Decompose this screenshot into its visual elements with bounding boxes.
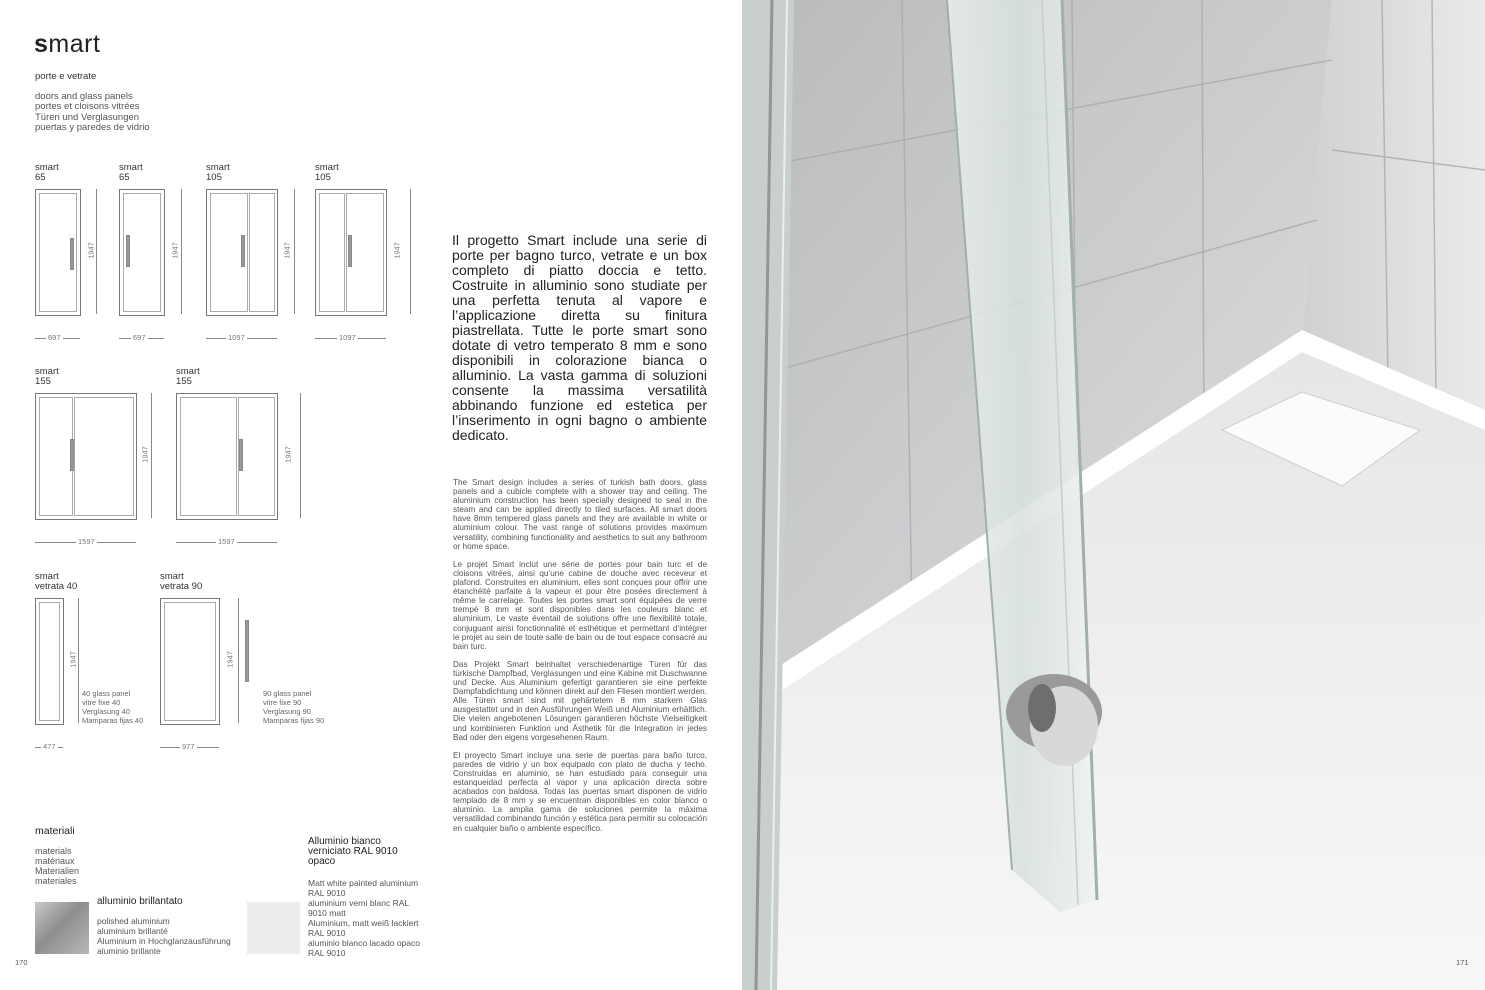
width-dimension: 1097 bbox=[339, 333, 356, 342]
product-label: smart 155 bbox=[176, 366, 200, 387]
body-german: Das Projekt Smart beinhaltet verschiedenartige Türen für das türkische Dampfbad, Verglasungen und eine Kabine mit Duschwanne und Decke. Aus Aluminium gefertigt garantieren sie eine perfekte Dampfabdichtung und können direkt auf den Fliesen montiert werden. Alle Türen smart sind mit gehärtetem 8 mm starkem Glas ausgestattet und in den Ausführungen Weiß und Aluminium erhältlich. Die vielen angebotenen Lösungen garantieren höchste Vielseitigkeit und kombinieren Funktion und Ästhetik für die Integration in jedes Bad oder den eigens vorgesehenen Raum. bbox=[453, 659, 707, 742]
subtitle-translations: doors and glass panels portes et cloisons vitrées Türen und Verglasungen puertas y paredes de vidrio bbox=[35, 91, 150, 134]
product-label: smart 65 bbox=[119, 162, 143, 183]
body-french: Le projet Smart inclut une série de portes pour bain turc et de cloisons vitrées, ainsi qu’une cabine de douche avec receveur et plafond. Construites en aluminium, elles sont conçues pour offrir une étanchéité parfaite à la vapeur et pour être posées directement à même le carrelage. Toutes les portes smart sont équipées de verre trempé 8 mm et sont disponibles dans les couleurs blanc et aluminium. Le vaste éventail de solutions offre une flexibilité totale, conjuguant ainsi fonctionnalité et esthétique et permettant d’intégrer le projet au sein de toute salle de bain ou de tout espace consacré au bain turc. bbox=[453, 559, 707, 651]
height-dimension: 1947 bbox=[283, 446, 293, 463]
width-dimension: 697 bbox=[133, 333, 146, 342]
finish-translations: polished aluminium aluminium brillanté Aluminium in Hochglanzausführung aluminio brillante bbox=[97, 916, 231, 956]
door-drawing bbox=[176, 393, 278, 520]
materials-title: materiali bbox=[35, 825, 75, 837]
width-dimension: 977 bbox=[182, 742, 195, 751]
door-drawing bbox=[206, 189, 278, 316]
panel-notes: 90 glass panel vitre fixe 90 Verglasung 90 Mamparas fijas 90 bbox=[263, 689, 325, 725]
glass-panel-drawing bbox=[160, 598, 220, 725]
width-dimension: 1097 bbox=[228, 333, 245, 342]
left-page bbox=[0, 0, 742, 990]
door-drawing bbox=[35, 189, 81, 316]
photo-illustration bbox=[742, 0, 1485, 990]
brand-title: smart bbox=[34, 30, 101, 58]
page-number-left: 170 bbox=[15, 958, 28, 967]
width-dimension: 1597 bbox=[78, 537, 95, 546]
height-dimension: 1947 bbox=[140, 446, 150, 463]
product-label: smart vetrata 90 bbox=[160, 571, 203, 592]
product-label: smart 155 bbox=[35, 366, 59, 387]
height-dimension: 1947 bbox=[282, 242, 292, 259]
materials-translations: materials matériaux Materialien materiales bbox=[35, 846, 80, 886]
body-spanish: El proyecto Smart incluye una serie de puertas para baño turco, paredes de vidrio y un box equipado con plato de ducha y techo. Construidas en aluminio, se han estudiado para conseguir una estanqueidad perfecta al vapor y una aplicación directa sobre acabados con baldosa. Todas las puertas smart disponen de vidrio templado de 8 mm y se encuentran disponibles en color blanco o aluminio. La amplia gama de soluciones permite la máxima versatilidad combinando función y estética para permitir su colocación en cualquier baño o ambiente específico. bbox=[453, 750, 707, 833]
finish-name: alluminio brillantato bbox=[97, 896, 183, 907]
product-label: smart 105 bbox=[315, 162, 339, 183]
white-aluminium-swatch bbox=[247, 902, 300, 954]
panel-notes: 40 glass panel vitre fixe 40 Verglasung 40 Mamparas fijas 40 bbox=[82, 689, 144, 725]
height-dimension: 1947 bbox=[225, 651, 235, 668]
width-dimension: 697 bbox=[48, 333, 61, 342]
polished-aluminium-swatch bbox=[35, 902, 89, 954]
height-dimension: 1947 bbox=[68, 651, 78, 668]
body-translations bbox=[453, 478, 707, 842]
shower-photo bbox=[742, 0, 1485, 990]
glass-panel-drawing bbox=[35, 598, 64, 725]
subtitle: porte e vetrate bbox=[35, 71, 97, 82]
width-dimension: 477 bbox=[43, 742, 56, 751]
height-dimension: 1947 bbox=[392, 242, 402, 259]
door-drawing bbox=[119, 189, 165, 316]
product-label: smart 65 bbox=[35, 162, 59, 183]
finish-translations: Matt white painted aluminium RAL 9010 aluminium verni blanc RAL 9010 matt Aluminium, matt weiß lackiert RAL 9010 aluminio blanco lacado opaco RAL 9010 bbox=[308, 878, 420, 958]
product-label: smart vetrata 40 bbox=[35, 571, 78, 592]
door-drawing bbox=[35, 393, 137, 520]
intro-italian: Il progetto Smart include una serie di porte per bagno turco, vetrate e un box completo di piatto doccia e tetto. Costruite in alluminio sono studiate per una perfetta tenuta al vapore e l’applicazione diretta su finitura piastrellata. Tutte le porte smart sono dotate di vetro temperato 8 mm e sono disponibili in colorazione bianca o alluminio. La vasta gamma di soluzioni consente la massima versatilità abbinando funzione ed estetica per l’inserimento in ogni bagno o ambiente dedicato. bbox=[452, 232, 707, 443]
finish-name: Alluminio bianco verniciato RAL 9010 opaco bbox=[308, 836, 398, 867]
height-dimension: 1947 bbox=[170, 242, 180, 259]
door-drawing bbox=[315, 189, 387, 316]
page-number-right: 171 bbox=[1456, 958, 1469, 967]
body-english: The Smart design includes a series of turkish bath doors, glass panels and a cubicle complete with a shower tray and ceiling. The aluminium construction has been specially designed to seal in the steam and can be applied directly to tiled surfaces. All smart doors have 8mm tempered glass panels and they are available in white or aluminium colour. The vast range of solutions provides maximum versatility, combining functionality and aesthetics to suit any bathroom or home space. bbox=[453, 478, 707, 551]
width-dimension: 1597 bbox=[218, 537, 235, 546]
product-label: smart 105 bbox=[206, 162, 230, 183]
height-dimension: 1947 bbox=[86, 242, 96, 259]
